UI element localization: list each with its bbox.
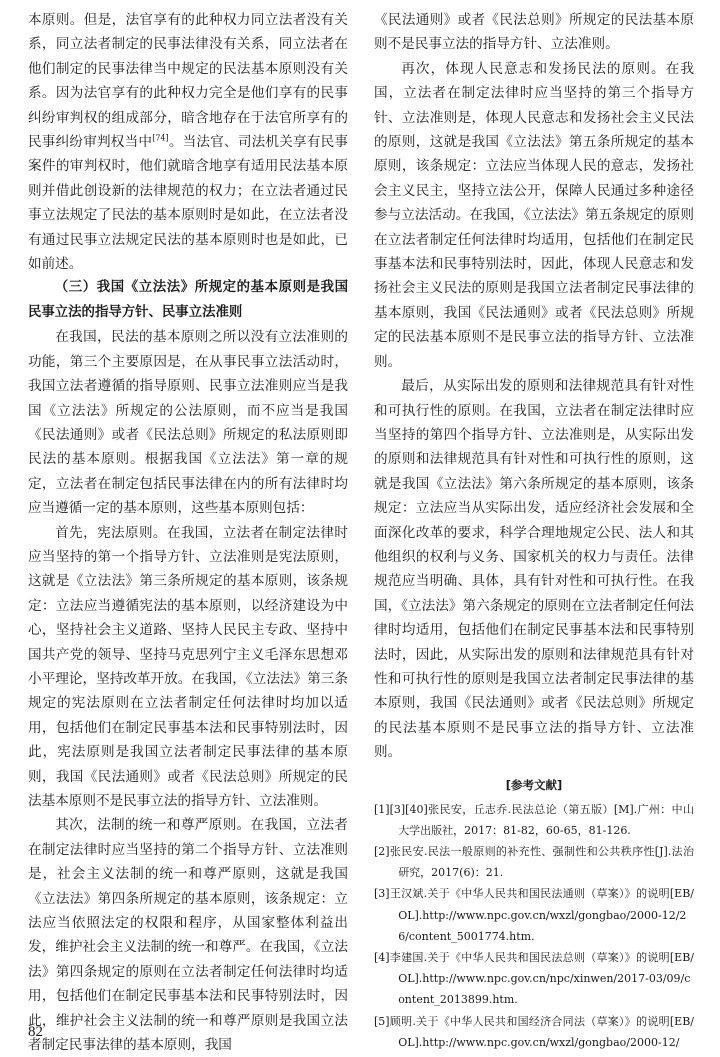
references-heading: [参考文献] <box>505 777 563 792</box>
body-paragraph: 在我国，民法的基本原则之所以没有立法准则的功能，第三个主要原因是，在从事民事立法活动时，我国立法者遵循的指导原则、民事立法准则应当是我国《立法法》所规定的公法原则，而不应当是我国《民法通则》或者《民法总则》所规定的私法原则即民法的基本原则。根据我国《立法法》第一章的规定，立法者在制定包括民事法律在内的所有法律时均应当遵循一定的基本原则，这些基本原则包括： <box>28 329 348 517</box>
reference-item: [2]张民安.民法一般原则的补充性、强制性和公共秩序性[J].法治研究，2017(6)：21. <box>374 845 694 880</box>
body-paragraph: 其次，法制的统一和尊严原则。在我国，立法者在制定法律时应当坚持的第二个指导方针、立法准则是，社会主义法制的统一和尊严原则，这就是我国《立法法》第四条所规定的基本原则，该条规定：立法应当依照法定的权限和程序，从国家整体利益出发，维护社会主义法制的统一和尊严。在我国，《立法法》第四条规定的原则在立法者制定任何法律时均适用，包括他们在制定民事基本法和民事特别法时，因此，维护社会主义法制的统一和尊严原则是我国立法者制定民事法律的基本原则，我国 <box>28 817 348 1054</box>
body-paragraph: 《民法通则》或者《民法总则》所规定的民法基本原则不是民事立法的指导方针、立法准则。 <box>374 12 694 53</box>
reference-item[interactable]: [3]王汉斌.关于《中华人民共和国民法通则（草案）》的说明[EB/OL].http://www.npc.gov.cn/wxzl/gongbao/2000-12/26/content_5001774.htm. <box>374 887 694 943</box>
left-column <box>28 8 348 1057</box>
reference-item[interactable]: [5]顾明.关于《中华人民共和国经济合同法（草案）》的说明[EB/OL].http://www.npc.gov.cn/wxzl/gongbao/2000-12/ <box>374 1014 694 1049</box>
body-paragraph: 首先，宪法原则。在我国，立法者在制定法律时应当坚持的第一个指导方针、立法准则是宪法原则，这就是《立法法》第三条所规定的基本原则，该条规定：立法应当遵循宪法的基本原则，以经济建设为中心，坚持社会主义道路、坚持人民民主专政、坚持中国共产党的领导、坚持马克思列宁主义毛泽东思想邓小平理论，坚持改革开放。在我国，《立法法》第三条规定的宪法原则在立法者制定任何法律时均加以适用，包括他们在制定民事基本法和民事特别法时，因此，宪法原则是我国立法者制定民事法律的基本原则，我国《民法通则》或者《民法总则》所规定的民法基本原则不是民事立法的指导方针、立法准则。 <box>28 524 348 809</box>
section-heading: （三）我国《立法法》所规定的基本原则是我国民事立法的指导方针、民事立法准则 <box>28 280 348 320</box>
right-column <box>374 8 694 1053</box>
body-paragraph: 本原则。但是，法官享有的此种权力同立法者没有关系，同立法者制定的民事法律没有关系，同立法者在他们制定的民事法律当中规定的民法基本原则没有关系。因为法官享有的此种权力完全是他们享有的民事纠纷审判权的组成部分，暗含地存在于法官所享有的民事纠纷审判权当中[74]。当法官、司法机关享有民事案件的审判权时，他们就暗含地享有适用民法基本原则并借此创设新的法律规范的权力；在立法者通过民事立法规定了民法的基本原则时是如此，在立法者没有通过民事立法规定民法的基本原则时也是如此，已如前述。 <box>28 12 349 273</box>
body-paragraph: 最后，从实际出发的原则和法律规范具有针对性和可执行性的原则。在我国，立法者在制定法律时应当坚持的第四个指导方针、立法准则是，从实际出发的原则和法律规范具有针对性和可执行性的原则，这就是我国《立法法》第六条所规定的基本原则，该条规定：立法应当从实际出发，适应经济社会发展和全面深化改革的要求，科学合理地规定公民、法人和其他组织的权利与义务、国家机关的权力与责任。法律规范应当明确、具体，具有针对性和可执行性。在我国，《立法法》第六条规定的原则在立法者制定任何法律时均适用，包括他们在制定民事基本法和民事特别法时，因此，从实际出发的原则和法律规范具有针对性和可执行性的原则是我国立法者制定民事法律的基本原则，我国《民法通则》或者《民法总则》所规定的民法基本原则不是民事立法的指导方针、立法准则。 <box>374 378 694 761</box>
reference-item[interactable]: [4]李建国.关于《中华人民共和国民法总则（草案）》的说明[EB/OL].http://www.npc.gov.cn/npc/xinwen/2017-03/09/content_2013899.htm. <box>374 951 694 1007</box>
body-paragraph: 再次，体现人民意志和发扬民法的原则。在我国，立法者在制定法律时应当坚持的第三个指导方针、立法准则是，体现人民意志和发扬社会主义民法的原则，这就是我国《立法法》第五条所规定的基本原则，该条规定：立法应当体现人民的意志，发扬社会主义民主，坚持立法公开，保障人民通过多种途径参与立法活动。在我国，《立法法》第五条规定的原则在立法者制定任何法律时均适用，包括他们在制定民事基本法和民事特别法时，因此，体现人民意志和发扬社会主义民法的原则是我国立法者制定民事法律的基本原则，我国《民法通则》或者《民法总则》所规定的民法基本原则不是民事立法的指导方针、立法准则。 <box>374 60 694 370</box>
reference-item: [1][3][40]张民安，丘志乔.民法总论（第五版）[M].广州：中山大学出版社，2017：81-82，60-65，81-126. <box>374 802 694 837</box>
page-number: 82 <box>28 1024 43 1040</box>
footnote-marker[interactable]: [74] <box>152 133 169 143</box>
references-list <box>374 799 694 1053</box>
